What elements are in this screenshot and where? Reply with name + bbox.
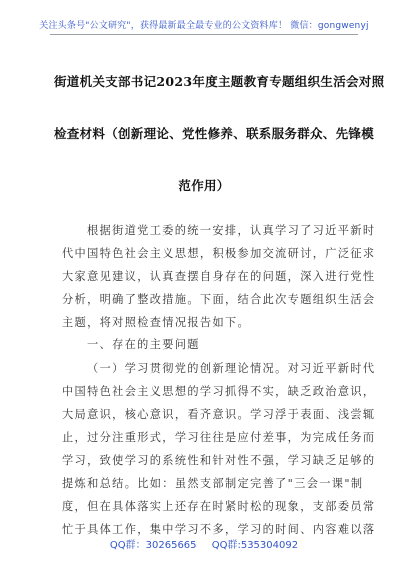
paragraph-line: 主题，将对照检查情况报告如下。 xyxy=(62,316,251,329)
footer-qq-groups xyxy=(0,536,408,551)
paragraph-line: 分析，明确了整改措施。下面，结合此次专题组织生活会 xyxy=(62,293,376,306)
header-divider xyxy=(50,34,358,35)
paragraph-line: 学习，致使学习的系统性和针对性不强，学习缺乏足够的 xyxy=(62,454,376,467)
paragraph-line: 根据街道党工委的统一安排，认真学习了习近平新时 xyxy=(87,224,376,237)
document-title-line-1: 街道机关支部书记2023年度主题教育专题组织生活会对照 xyxy=(54,74,385,89)
paragraph-line: 大家意见建议，认真查摆自身存在的问题，深入进行党性 xyxy=(62,270,376,283)
header-note: 关注头条号"公文研究"，获得最新最全最专业的公文资料库！ 微信：gongwenyj xyxy=(39,21,369,31)
section-heading: 一、存在的主要问题 xyxy=(87,338,200,351)
paragraph-line: 忙于具体工作，集中学习不多，学习的时间、内容难以落 xyxy=(62,523,376,536)
paragraph-line: 中国特色社会主义思想的学习抓得不实，缺乏政治意识， xyxy=(62,385,376,398)
paragraph-line: 提炼和总结。比如：虽然支部制定完善了"三会一课"制 xyxy=(62,477,364,490)
paragraph-line: （一）学习贯彻党的创新理论情况。对习近平新时代 xyxy=(87,362,376,375)
paragraph-line: 度，但在具体落实上还存在时紧时松的现象，支部委员常 xyxy=(62,500,376,513)
paragraph-line: 大局意识，核心意识，看齐意识。学习浮于表面、浅尝辄 xyxy=(62,408,376,421)
paragraph-line: 止，过分注重形式，学习往往是应付差事，为完成任务而 xyxy=(62,431,376,444)
document-title-line-2: 检查材料（创新理论、党性修养、联系服务群众、先锋模 xyxy=(54,126,375,141)
document-title-line-3: 范作用） xyxy=(178,178,230,193)
paragraph-line: 代中国特色社会主义思想，积极参加交流研讨，广泛征求 xyxy=(62,247,376,260)
qq-group-1: QQ群：30265665 xyxy=(109,540,197,551)
qq-group-2: QQ群:535304092 xyxy=(211,540,299,551)
